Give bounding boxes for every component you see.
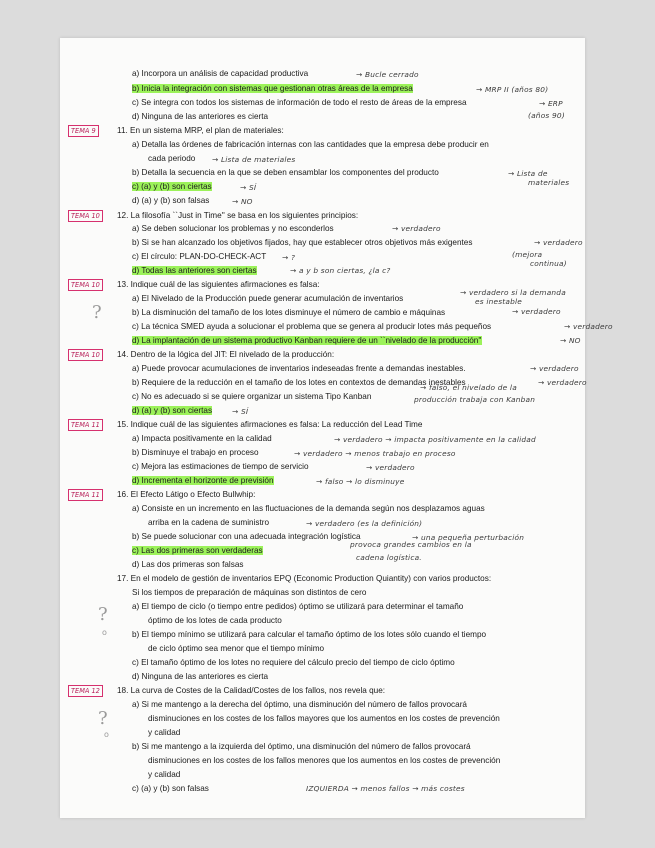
q18-option-b-cont: disminuciones en los costes de los fallos menores que los aumentos en los costes de prevención	[148, 756, 501, 765]
q12-stem: 12. La filosofía ``Just in Time'' se basa en los siguientes principios:	[117, 211, 359, 220]
question-mark: ?	[98, 708, 108, 729]
handwritten-note: → verdadero	[564, 322, 613, 331]
topic-tag: TEMA 12	[68, 685, 103, 697]
q11-option-b: b) Detalla la secuencia en la que se deben ensamblar los componentes del producto	[132, 168, 439, 177]
q11-option-a: a) Detalla las órdenes de fabricación internas con las cantidades que la empresa debe producir en	[132, 140, 489, 149]
q12-option-d: d) Todas las anteriores son ciertas	[132, 266, 257, 275]
q15-option-d: d) Incrementa el horizonte de previsión	[132, 476, 274, 485]
q16-option-b: b) Se puede solucionar con una adecuada integración logística	[132, 532, 361, 541]
handwritten-note: → verdadero → impacta positivamente en la calidad	[334, 435, 536, 444]
handwritten-note: → verdadero	[512, 307, 561, 316]
handwritten-note: → una pequeña perturbación	[412, 533, 525, 542]
handwritten-note: → verdadero	[534, 238, 583, 247]
handwritten-note: producción trabaja con Kanban	[414, 395, 536, 404]
q14-option-a: a) Puede provocar acumulaciones de inventarios indeseadas frente a demandas inestables.	[132, 364, 466, 373]
q13-option-a: a) El Nivelado de la Producción puede generar acumulación de inventarios	[132, 294, 404, 303]
handwritten-note: (años 90)	[528, 111, 565, 120]
handwritten-note: → verdadero si la demanda	[460, 288, 566, 297]
q18-option-b: b) Si me mantengo a la izquierda del óptimo, una disminución del número de fallos provocará	[132, 742, 471, 751]
q14-option-c: c) No es adecuado si se quiere organizar un sistema Tipo Kanban	[132, 392, 372, 401]
handwritten-note: → Lista de	[508, 169, 548, 178]
q12-option-a: a) Se deben solucionar los problemas y no esconderlos	[132, 224, 334, 233]
pencil-mark: o	[102, 628, 107, 637]
q10-option-b: b) Inicia la integración con sistemas que gestionan otras áreas de la empresa	[132, 84, 413, 93]
topic-tag: TEMA 10	[68, 210, 103, 222]
handwritten-note: es inestable	[475, 297, 522, 306]
q18-option-a: a) Si me mantengo a la derecha del óptimo, una disminución del número de fallos provocará	[132, 700, 467, 709]
handwritten-note: continua)	[530, 259, 567, 268]
q17-option-b: b) El tiempo mínimo se utilizará para calcular el tamaño óptimo de los lotes sólo cuando el tiempo	[132, 630, 487, 639]
handwritten-note: → NO	[232, 197, 253, 206]
handwritten-note: → falso → lo disminuye	[316, 477, 405, 486]
q15-stem: 15. Indique cuál de las siguientes afirmaciones es falsa: La reducción del Lead Time	[117, 420, 423, 429]
topic-tag: TEMA 9	[68, 125, 99, 137]
q17-option-d: d) Ninguna de las anteriores es cierta	[132, 672, 269, 681]
handwritten-note: → MRP II (años 80)	[476, 85, 549, 94]
handwritten-note: → SÍ	[240, 183, 257, 192]
q16-option-a-cont: arriba en la cadena de suministro	[148, 518, 270, 527]
handwritten-note: → verdadero	[392, 224, 441, 233]
q15-option-b: b) Disminuye el trabajo en proceso	[132, 448, 259, 457]
q11-option-c: c) (a) y (b) son ciertas	[132, 182, 212, 191]
question-mark: ?	[98, 604, 108, 625]
handwritten-note: IZQUIERDA → menos fallos → más costes	[306, 784, 465, 793]
topic-tag: TEMA 11	[68, 489, 103, 501]
q13-option-b: b) La disminución del tamaño de los lotes disminuye el número de cambio e máquinas	[132, 308, 446, 317]
handwritten-note: → a y b son ciertas, ¿la c?	[290, 266, 391, 275]
q16-stem: 16. El Efecto Látigo o Efecto Bullwhip:	[117, 490, 256, 499]
handwritten-note: → verdadero	[538, 378, 587, 387]
q11-stem: 11. En un sistema MRP, el plan de materiales:	[117, 126, 284, 135]
topic-tag: TEMA 10	[68, 349, 103, 361]
q11-option-d: d) (a) y (b) son falsas	[132, 196, 210, 205]
q13-stem: 13. Indique cuál de las siguientes afirmaciones es falsa:	[117, 280, 320, 289]
q17-option-a: a) El tiempo de ciclo (o tiempo entre pedidos) óptimo se utilizará para determinar el tamaño	[132, 602, 464, 611]
handwritten-note: → ?	[282, 253, 296, 262]
q10-option-a: a) Incorpora un análisis de capacidad productiva	[132, 69, 309, 78]
question-mark: ?	[92, 302, 102, 323]
q18-option-a-cont: disminuciones en los costes de los fallos mayores que los aumentos en los costes de prevención	[148, 714, 500, 723]
q17-option-c: c) El tamaño óptimo de los lotes no requiere del cálculo precio del tiempo de ciclo óptimo	[132, 658, 455, 667]
topic-tag: TEMA 10	[68, 279, 103, 291]
q17-option-a-cont: óptimo de los lotes de cada producto	[148, 616, 282, 625]
handwritten-note: → NO	[560, 336, 581, 345]
handwritten-note: (mejora	[512, 250, 543, 259]
handwritten-note: → SÍ	[232, 407, 249, 416]
q16-option-c: c) Las dos primeras son verdaderas	[132, 546, 263, 555]
q14-option-d: d) (a) y (b) son ciertas	[132, 406, 213, 415]
handwritten-note: → verdadero (es la definición)	[306, 519, 423, 528]
q15-option-a: a) Impacta positivamente en la calidad	[132, 434, 272, 443]
q18-option-c: c) (a) y (b) son falsas	[132, 784, 209, 793]
q14-option-b: b) Requiere de la reducción en el tamaño de los lotes en contextos de demandas inestables	[132, 378, 466, 387]
handwritten-note: cadena logística.	[356, 553, 422, 562]
q17-stem-cont: Si los tiempos de preparación de máquinas son distintos de cero	[132, 588, 367, 597]
handwritten-note: materiales	[528, 178, 570, 187]
handwritten-note: → verdadero	[366, 463, 415, 472]
q18-option-b-cont2: y calidad	[148, 770, 181, 779]
q18-stem: 18. La curva de Costes de la Calidad/Costes de los fallos, nos revela que:	[117, 686, 386, 695]
handwritten-note: → Bucle cerrado	[356, 70, 419, 79]
pencil-mark: o	[104, 730, 109, 739]
handwritten-note: → Lista de materiales	[212, 155, 296, 164]
q17-option-b-cont: de ciclo óptimo sea menor que el tiempo mínimo	[148, 644, 325, 653]
handwritten-note: provoca grandes cambios en la	[350, 540, 472, 549]
handwritten-note: → ERP	[539, 99, 563, 108]
q12-option-b: b) Si se han alcanzado los objetivos fijados, hay que establecer otros objetivos más exigentes	[132, 238, 473, 247]
q13-option-d: d) La implantación de un sistema productivo Kanban requiere de un ``nivelado de la producción''	[132, 336, 482, 345]
q10-option-d: d) Ninguna de las anteriores es cierta	[132, 112, 269, 121]
q11-option-a-cont: cada periodo	[148, 154, 196, 163]
q17-stem: 17. En el modelo de gestión de inventarios EPQ (Economic Production Quiantity) con varios productos:	[117, 574, 492, 583]
topic-tag: TEMA 11	[68, 419, 103, 431]
q10-option-c: c) Se integra con todos los sistemas de información de todo el resto de áreas de la empresa	[132, 98, 467, 107]
q12-option-c: c) El círculo: PLAN-DO-CHECK-ACT	[132, 252, 267, 261]
handwritten-note: → falso, el nivelado de la	[420, 383, 517, 392]
handwritten-note: → verdadero → menos trabajo en proceso	[294, 449, 456, 458]
q18-option-a-cont2: y calidad	[148, 728, 181, 737]
q14-stem: 14. Dentro de la lógica del JIT: El nivelado de la producción:	[117, 350, 335, 359]
q16-option-a: a) Consiste en un incremento en las fluctuaciones de la demanda según nos desplazamos aguas	[132, 504, 485, 513]
q13-option-c: c) La técnica SMED ayuda a solucionar el problema que se genera al producir lotes más pequeños	[132, 322, 492, 331]
q15-option-c: c) Mejora las estimaciones de tiempo de servicio	[132, 462, 309, 471]
q16-option-d: d) Las dos primeras son falsas	[132, 560, 244, 569]
handwritten-note: → verdadero	[530, 364, 579, 373]
